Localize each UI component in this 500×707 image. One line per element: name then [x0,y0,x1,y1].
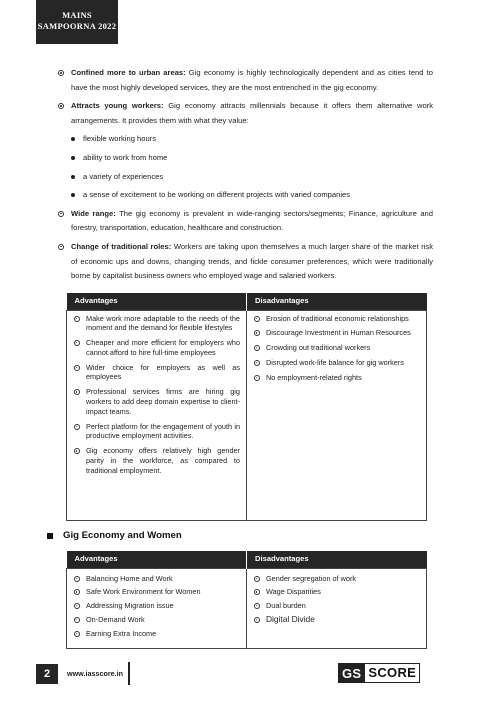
header-disadvantages: Disadvantages [247,551,427,568]
list-item: Addressing Migration issue [73,601,240,611]
footer-divider [128,662,130,685]
dot-icon [71,137,75,141]
bullet-icon [58,103,64,109]
list-item: ability to work from home [57,151,433,166]
bullet-icon [254,589,260,595]
bullet-text: The gig economy is prevalent in wide-ranging sectors/segments; Finance, agriculture and forestry, transportation, education, healthcare and construction. [71,208,434,233]
bullet-icon [254,316,260,322]
bullet-icon [254,576,260,582]
list-item: On-Demand Work [73,615,240,625]
logo-gs: GS [338,663,365,683]
bullet-icon [254,603,260,609]
bullet-lead: Change of traditional roles: [71,241,172,251]
bullet-icon [74,365,80,371]
header-line1: MAINS [62,10,92,20]
bullet-icon [74,576,80,582]
list-item: Perfect platform for the engagement of youth in productive employment activities. [73,422,240,442]
bullet-icon [58,70,64,76]
bullet-lead: Wide range: [71,208,116,218]
bullet-change-roles [57,240,433,284]
list-item: Gender segregation of work [253,574,420,584]
bullet-icon [58,244,64,250]
page-number: 2 [36,664,58,684]
header-line2: SAMPOORNA 2022 [37,21,117,31]
list-item: Digital Divide [253,615,420,625]
bullet-young [57,99,433,128]
disadvantages-cell [247,568,427,648]
bullet-icon [74,340,80,346]
bullet-icon [74,617,80,623]
bullet-icon [74,316,80,322]
bullet-icon [74,389,80,395]
bullet-wide-range [57,207,433,236]
bullet-icon [58,211,64,217]
bullet-text: Gig economy is highly technologically dependent and as cities tend to have the most highly developed services, they are the most entrenched in the gig economy. [71,68,433,92]
bullet-icon [74,448,80,454]
dot-icon [71,193,75,197]
bullet-urban [57,66,433,95]
bullet-icon [74,424,80,430]
bullet-lead: Confined more to urban areas: [71,68,186,77]
list-item: a sense of excitement to be working on different projects with varied companies [57,188,433,203]
bullet-text: Gig economy attracts millennials because it offers them alternative work arrangements. It provides them with what they value: [71,101,433,125]
header-advantages: Advantages [67,293,247,310]
square-bullet-icon [47,533,53,539]
list-item: Earning Extra Income [73,629,240,639]
bullet-lead: Attracts young workers: [71,101,164,111]
body-content [57,66,433,284]
list-item: Erosion of traditional economic relationships [253,314,420,324]
gig-economy-table [66,293,427,521]
bullet-icon [74,589,80,595]
list-item: Make work more adaptable to the needs of the moment and the demand for flexible lifestyles [73,314,240,334]
list-item: Disrupted work-life balance for gig workers [253,358,420,368]
bullet-text: Workers are taking upon themselves a much larger share of the market risk of economic ups and downs, changing trends, and fickle consumer preferences, which were traditionally borne by capitalist business owners who employed wage and salaried workers. [71,241,434,281]
gs-score-logo [338,663,420,683]
list-item: a variety of experiences [57,170,433,185]
list-item: Safe Work Environment for Women [73,587,240,597]
list-item: Crowding out traditional workers [253,343,420,353]
logo-score: SCORE [365,663,420,683]
list-item: No employment-related rights [253,373,420,383]
bullet-icon [254,345,260,351]
list-item: Professional services firms are hiring gig workers to add deep domain expertise to client-impact teams. [73,387,240,416]
header-advantages: Advantages [67,551,247,568]
bullet-icon [74,631,80,637]
advantages-cell [67,310,247,520]
list-item: Cheaper and more efficient for employers who cannot afford to hire full-time employees [73,338,240,358]
list-item: Dual burden [253,601,420,611]
list-item: Wage Disparities [253,587,420,597]
list-item: flexible working hours [57,132,433,147]
section-title: Gig Economy and Women [63,530,182,541]
header-tag [36,0,118,44]
section-heading [47,530,182,541]
dot-icon [71,156,75,160]
bullet-icon [254,375,260,381]
header-disadvantages: Disadvantages [247,293,427,310]
bullet-icon [74,603,80,609]
footer-url[interactable]: www.iasscore.in [67,669,124,678]
bullet-icon [254,360,260,366]
list-item: Gig economy offers relatively high gender parity in the workforce, as compared to traditional employment. [73,446,240,475]
dot-icon [71,175,75,179]
women-gig-table [66,551,427,649]
list-item: Discourage Investment in Human Resources [253,328,420,338]
bullet-icon [254,330,260,336]
young-values-list [57,132,433,202]
list-item: Wider choice for employers as well as employees [73,363,240,383]
list-item: Balancing Home and Work [73,574,240,584]
disadvantages-cell [247,310,427,520]
bullet-icon [254,617,260,623]
advantages-cell [67,568,247,648]
